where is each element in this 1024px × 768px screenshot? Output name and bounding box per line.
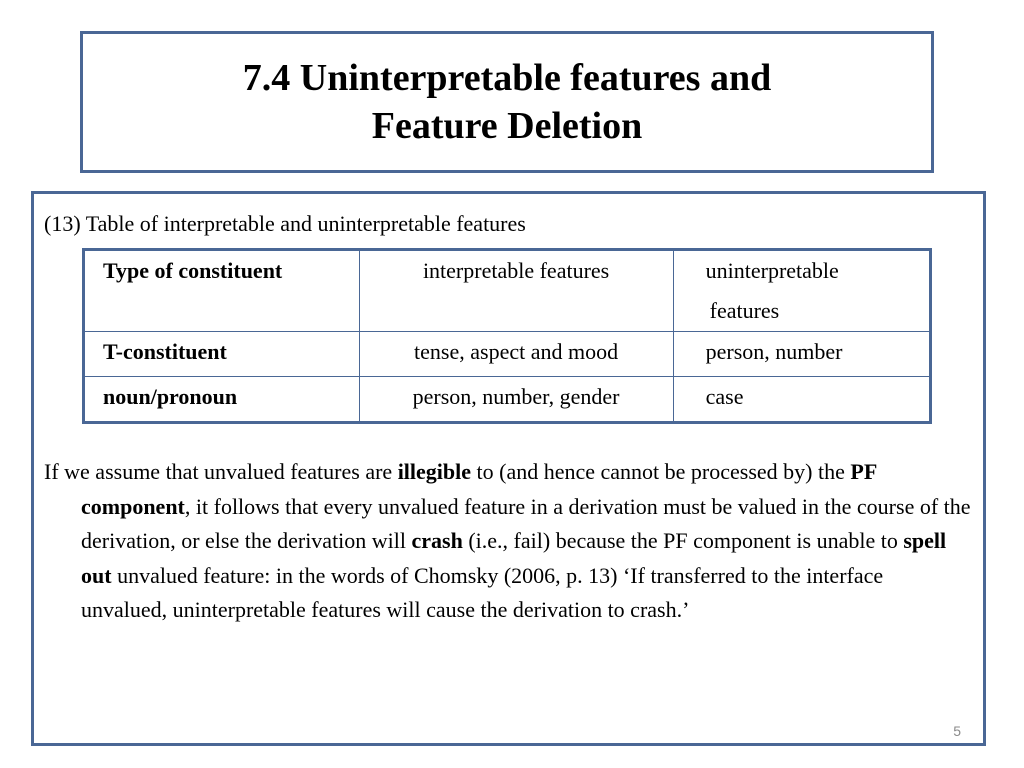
- content-box: [31, 191, 986, 746]
- table-header-row: [84, 250, 931, 332]
- cell-uninterpretable: case: [673, 377, 930, 423]
- header-uninterpretable-line-1: uninterpretable: [705, 258, 839, 283]
- emphasis-spell-out: spell out: [81, 528, 947, 588]
- header-uninterpretable-line-2: features: [709, 298, 780, 323]
- table-row: [84, 377, 931, 423]
- page-number: 5: [953, 723, 961, 739]
- slide-title: [243, 54, 771, 150]
- emphasis-pf-component: PF component: [81, 459, 877, 519]
- table-caption: (13) Table of interpretable and uninterpretable features: [44, 211, 526, 236]
- table-row: [84, 332, 931, 377]
- title-line-2: Feature Deletion: [371, 105, 643, 147]
- cell-constituent: noun/pronoun: [84, 377, 360, 423]
- header-uninterpretable-features: [673, 250, 930, 332]
- paragraph-text: (i.e., fail) because the PF component is unable to: [462, 528, 904, 553]
- cell-constituent: T-constituent: [84, 332, 360, 377]
- title-line-1: 7.4 Uninterpretable features and: [242, 57, 772, 99]
- cell-uninterpretable: person, number: [673, 332, 930, 377]
- emphasis-crash: crash: [411, 528, 463, 553]
- paragraph-text: to (and hence cannot be processed by) the: [471, 459, 851, 484]
- emphasis-illegible: illegible: [397, 459, 472, 484]
- paragraph-text: If we assume that unvalued features are: [44, 459, 398, 484]
- header-interpretable-features: interpretable features: [359, 250, 673, 332]
- cell-interpretable: person, number, gender: [359, 377, 673, 423]
- title-box: [80, 31, 934, 173]
- body-paragraph: [44, 455, 974, 628]
- paragraph-text: , it follows that every unvalued feature in a derivation must be valued in the course of the derivation, or else the derivation will: [81, 493, 971, 553]
- paragraph-text: unvalued feature: in the words of Chomsky (2006, p. 13) ‘If transferred to the interface unvalued, uninterpretable features will cause the derivation to crash.’: [81, 562, 884, 622]
- feature-table: [82, 248, 932, 424]
- cell-interpretable: tense, aspect and mood: [359, 332, 673, 377]
- header-type-of-constituent: Type of constituent: [84, 250, 360, 332]
